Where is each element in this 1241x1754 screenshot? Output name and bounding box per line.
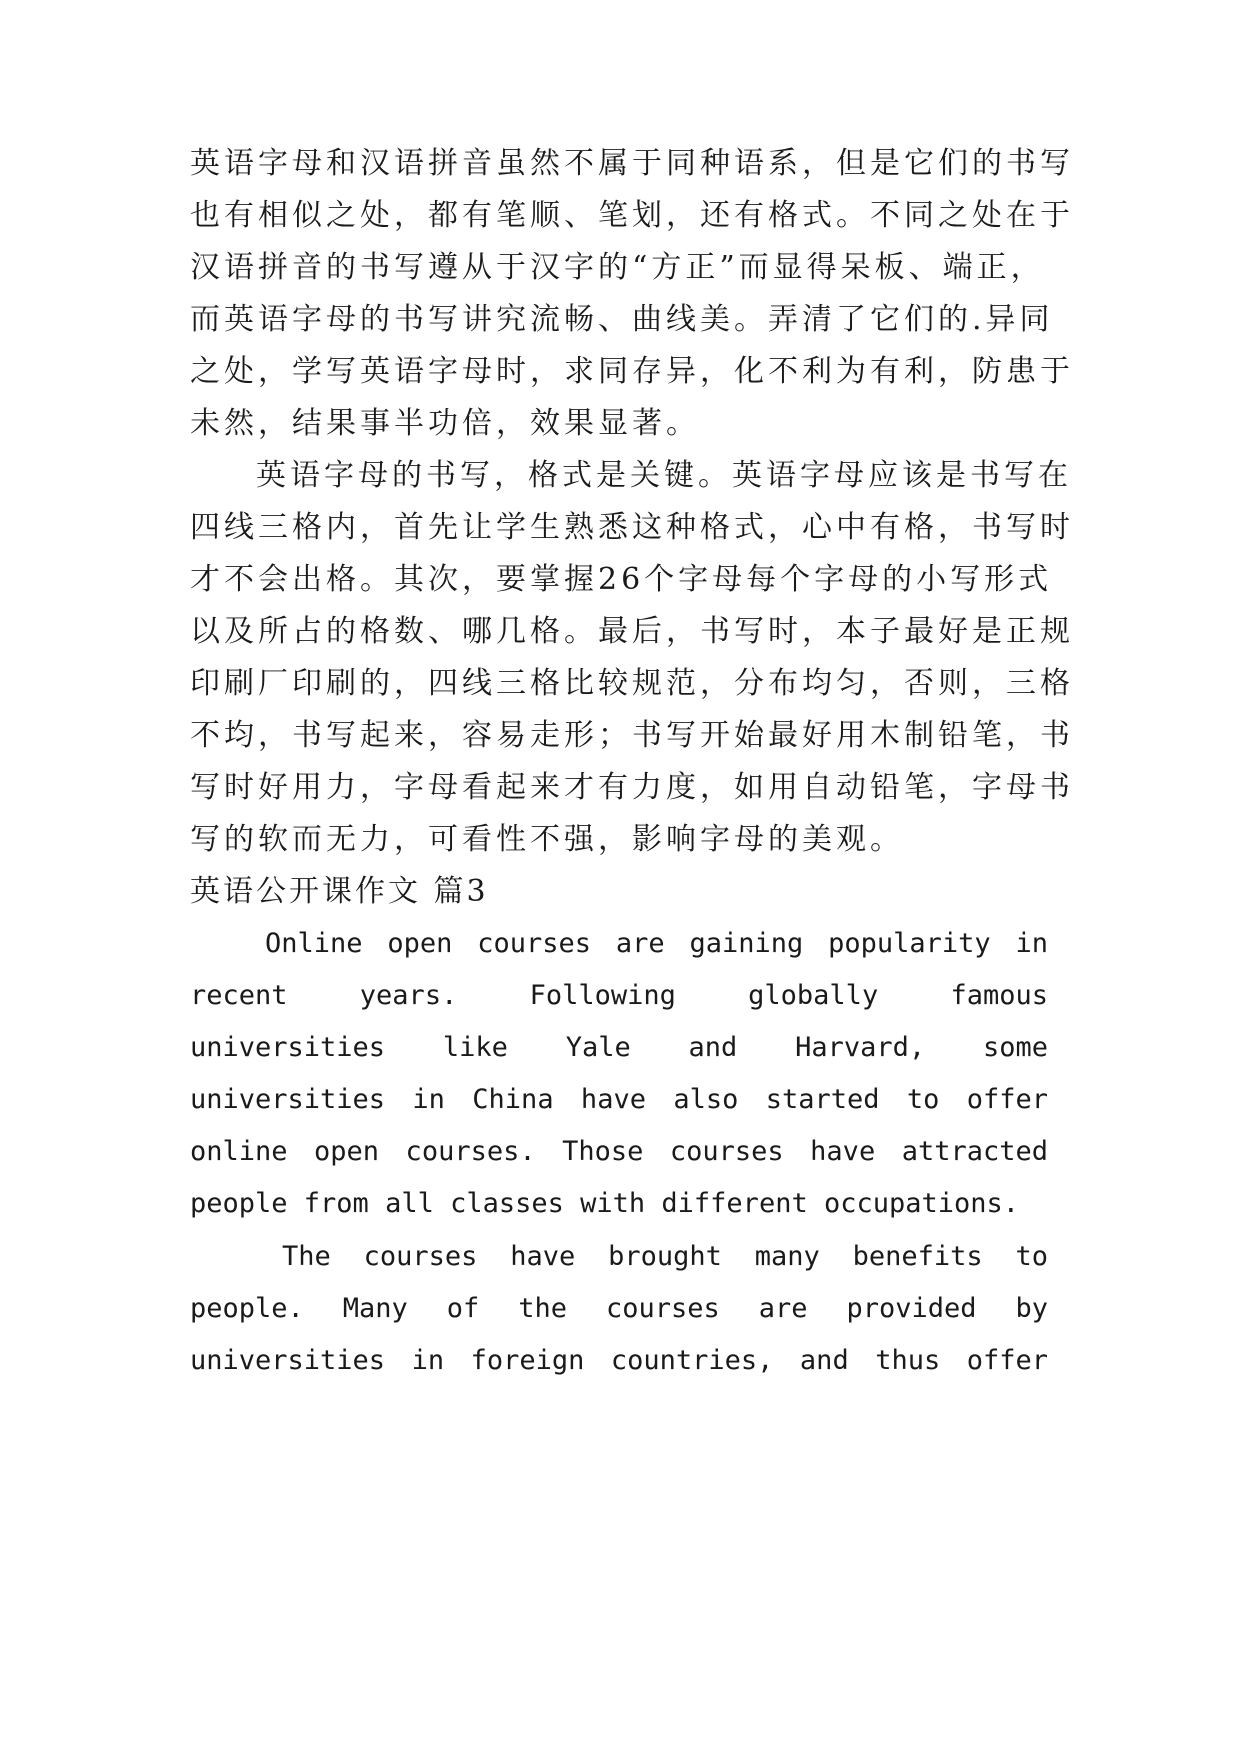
english-paragraph-2-line-1: The courses have brought many benefits to bbox=[282, 1241, 1048, 1272]
paragraph-2-line-4: 以及所占的格数、哪几格。最后，书写时，本子最好是正规 bbox=[190, 614, 1074, 649]
english-paragraph-1-line-4: universities in China have also started to offer bbox=[190, 1084, 1048, 1115]
english-paragraph-1-line-3: universities like Yale and Harvard, some bbox=[190, 1032, 1048, 1063]
english-paragraph-1-line-5: online open courses. Those courses have attracted bbox=[190, 1136, 1048, 1167]
paragraph-2-line-5: 印刷厂印刷的，四线三格比较规范，分布均匀，否则，三格 bbox=[190, 666, 1074, 701]
english-paragraph-1-line-6: people from all classes with different occupations. bbox=[190, 1188, 1020, 1219]
english-paragraph-1-line-1: Online open courses are gaining popularity in bbox=[265, 928, 1048, 959]
english-paragraph-2-line-3: universities in foreign countries, and thus offer bbox=[190, 1345, 1048, 1376]
paragraph-1-line-5: 之处，学写英语字母时，求同存异，化不利为有利，防患于 bbox=[190, 354, 1074, 389]
paragraph-1-line-4: 而英语字母的书写讲究流畅、曲线美。弄清了它们的.异同 bbox=[190, 302, 1054, 337]
paragraph-2-line-1: 英语字母的书写，格式是关键。英语字母应该是书写在 bbox=[256, 458, 1072, 493]
section-heading: 英语公开课作文 篇3 bbox=[190, 874, 489, 909]
paragraph-1-line-2: 也有相似之处，都有笔顺、笔划，还有格式。不同之处在于 bbox=[190, 198, 1074, 233]
english-paragraph-2-line-2: people. Many of the courses are provided by bbox=[190, 1293, 1048, 1324]
paragraph-2-line-3: 才不会出格。其次，要掌握26个字母每个字母的小写形式 bbox=[190, 562, 1053, 597]
english-paragraph-1-line-2: recent years. Following globally famous bbox=[190, 980, 1048, 1011]
paragraph-1-line-1: 英语字母和汉语拼音虽然不属于同种语系，但是它们的书写 bbox=[190, 146, 1074, 181]
paragraph-1-line-6: 未然，结果事半功倍，效果显著。 bbox=[190, 406, 700, 441]
paragraph-2-line-8: 写的软而无力，可看性不强，影响字母的美观。 bbox=[190, 822, 904, 857]
paragraph-2-line-6: 不均，书写起来，容易走形；书写开始最好用木制铅笔，书 bbox=[190, 718, 1074, 753]
paragraph-1-line-3: 汉语拼音的书写遵从于汉字的“方正”而显得呆板、端正， bbox=[190, 250, 1045, 285]
paragraph-2-line-2: 四线三格内，首先让学生熟悉这种格式，心中有格，书写时 bbox=[190, 510, 1074, 545]
paragraph-2-line-7: 写时好用力，字母看起来才有力度，如用自动铅笔，字母书 bbox=[190, 770, 1074, 805]
